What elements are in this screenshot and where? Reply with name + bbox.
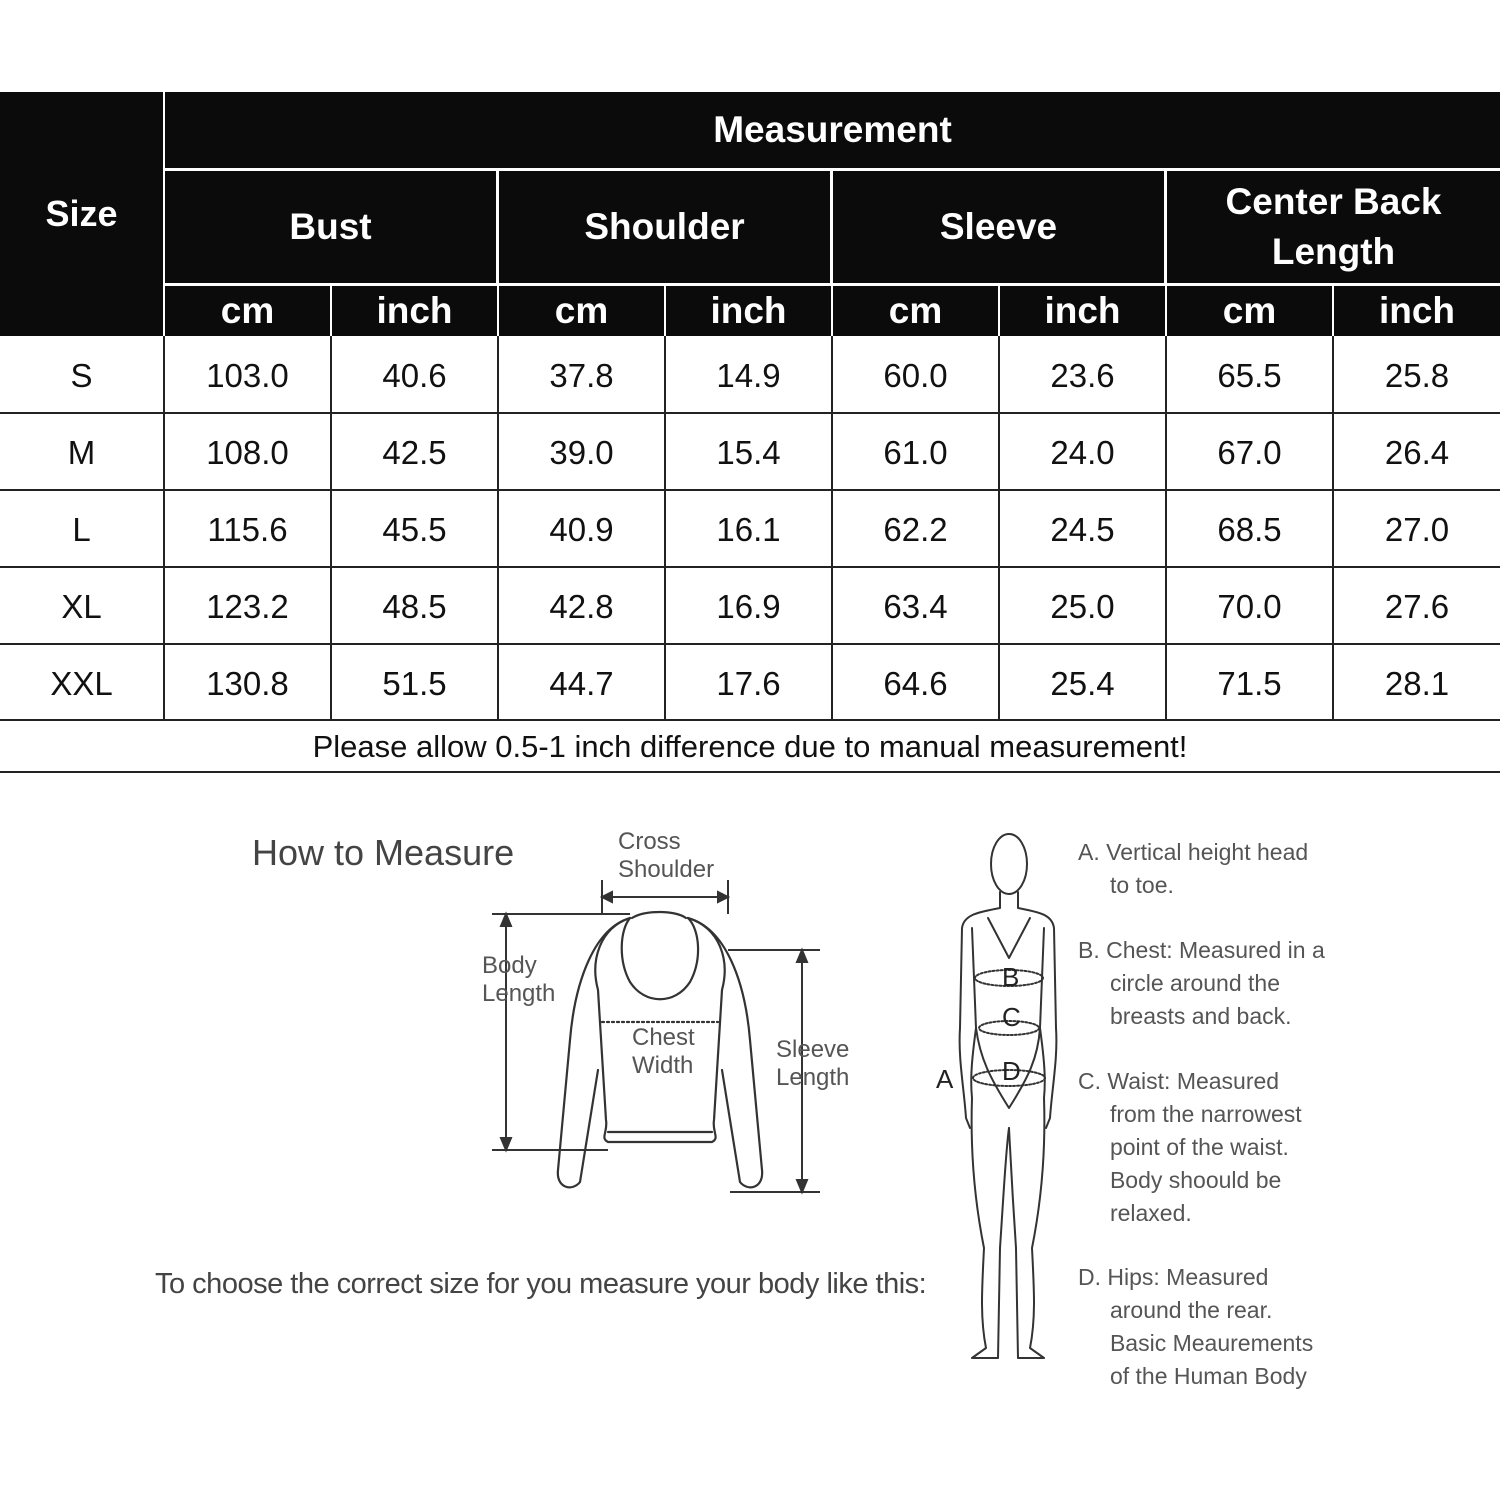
value-cell: 60.0: [883, 356, 948, 394]
unit-header: inch: [666, 286, 831, 336]
body-length-label: Body Length: [482, 952, 556, 1007]
value-cell: 65.5: [1217, 356, 1282, 394]
value-cell: 17.6: [716, 664, 781, 702]
definition-a: A. Vertical height head to toe.: [1078, 839, 1309, 898]
group-header-sleeve: Sleeve: [833, 171, 1164, 283]
human-body-figure: [920, 828, 1080, 1368]
value-cell: 123.2: [206, 587, 289, 625]
value-cell: 42.8: [549, 587, 614, 625]
value-cell: 16.1: [716, 510, 781, 548]
size-cell: XL: [61, 587, 102, 625]
group-header-center-back-length: Center Back Length: [1167, 171, 1500, 283]
value-cell: 67.0: [1217, 433, 1282, 471]
value-cell: 24.0: [1050, 433, 1115, 471]
point-d-label: D: [1002, 1056, 1021, 1086]
value-cell: 39.0: [549, 433, 614, 471]
group-header-shoulder: Shoulder: [499, 171, 830, 283]
unit-header: cm: [499, 286, 664, 336]
chest-width-label: Chest Width: [632, 1024, 695, 1079]
value-cell: 130.8: [206, 664, 289, 702]
group-header-bust: Bust: [165, 171, 496, 283]
value-cell: 48.5: [382, 587, 447, 625]
size-cell: M: [67, 433, 96, 471]
unit-header: inch: [1334, 286, 1500, 336]
value-cell: 71.5: [1217, 664, 1282, 702]
value-cell: 26.4: [1384, 433, 1450, 471]
value-cell: 51.5: [382, 664, 447, 702]
cross-shoulder-label: Cross Shoulder: [618, 828, 715, 883]
point-c-label: C: [1002, 1002, 1021, 1032]
value-cell: 103.0: [206, 356, 289, 394]
value-cell: 44.7: [549, 664, 614, 702]
unit-header: cm: [833, 286, 998, 336]
value-cell: 115.6: [207, 510, 288, 548]
unit-header: inch: [332, 286, 497, 336]
definition-b: B. Chest: Measured in a circle around the breasts and back.: [1078, 937, 1325, 1029]
value-cell: 23.6: [1050, 356, 1115, 394]
value-cell: 14.9: [716, 356, 781, 394]
value-cell: 37.8: [549, 356, 614, 394]
value-cell: 27.0: [1384, 510, 1450, 548]
size-cell: S: [70, 356, 93, 394]
value-cell: 70.0: [1217, 587, 1282, 625]
value-cell: 42.5: [382, 433, 447, 471]
value-cell: 68.5: [1217, 510, 1282, 548]
value-cell: 61.0: [883, 433, 948, 471]
value-cell: 27.6: [1384, 587, 1450, 625]
value-cell: 45.5: [382, 510, 447, 548]
value-cell: 16.9: [716, 587, 781, 625]
value-cell: 108.0: [206, 433, 289, 471]
how-to-measure-title: How to Measure: [252, 832, 515, 873]
definition-d: D. Hips: Measured around the rear. Basic Meaurements of the Human Body: [1078, 1264, 1314, 1389]
definition-c: C. Waist: Measured from the narrowest point of the waist. Body shoould be relaxed.: [1078, 1068, 1302, 1226]
sleeve-length-label: Sleeve Length: [776, 1036, 850, 1091]
point-b-label: B: [1002, 962, 1020, 992]
unit-header: inch: [1000, 286, 1165, 336]
size-cell: L: [72, 510, 91, 548]
value-cell: 28.1: [1384, 664, 1450, 702]
measurement-note: Please allow 0.5-1 inch difference due to manual measurement!: [312, 729, 1188, 764]
value-cell: 62.2: [883, 510, 948, 548]
value-cell: 40.9: [549, 510, 614, 548]
value-cell: 25.0: [1050, 587, 1115, 625]
value-cell: 40.6: [382, 356, 447, 394]
unit-header: cm: [165, 286, 330, 336]
value-cell: 15.4: [716, 433, 781, 471]
size-cell: XXL: [50, 664, 113, 702]
size-header: Size: [0, 92, 163, 336]
point-a-label: A: [936, 1064, 954, 1094]
value-cell: 24.5: [1050, 510, 1115, 548]
unit-header: cm: [1167, 286, 1332, 336]
measurement-header: Measurement: [165, 92, 1500, 168]
value-cell: 25.4: [1050, 664, 1115, 702]
value-cell: 25.8: [1384, 356, 1450, 394]
instruction-text: To choose the correct size for you measure your body like this:: [155, 1268, 927, 1300]
value-cell: 63.4: [883, 587, 948, 625]
value-cell: 64.6: [883, 664, 948, 702]
